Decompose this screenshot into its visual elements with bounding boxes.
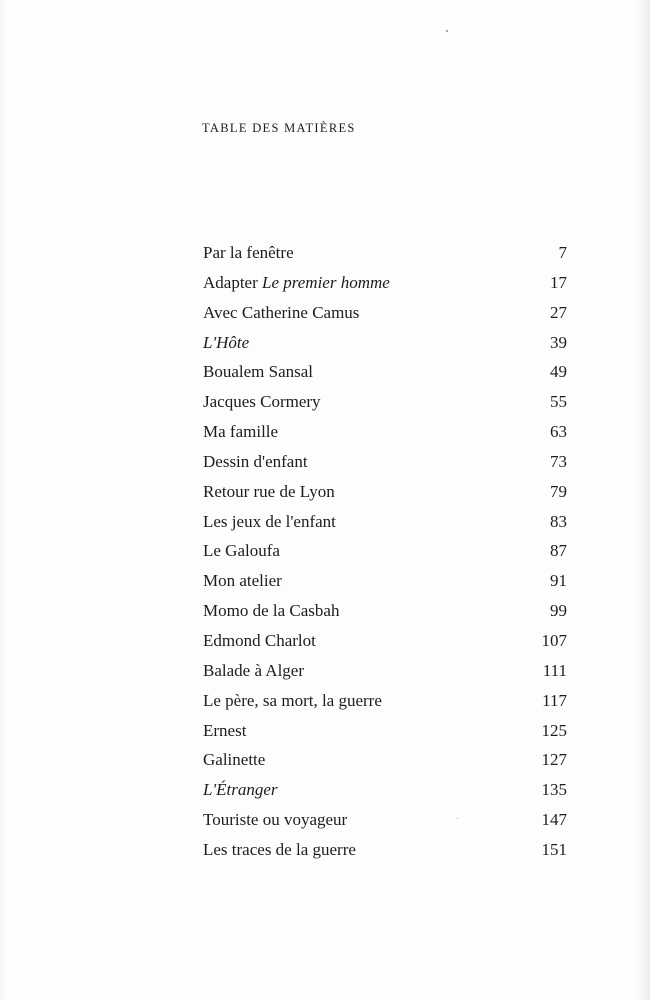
toc-entry [203, 805, 567, 835]
toc-heading: TABLE DES MATIÈRES [202, 121, 356, 135]
toc-title-text: Momo de la Casbah [203, 601, 340, 621]
toc-title-text: Les jeux de l'enfant [203, 511, 336, 531]
toc-entry-title [203, 656, 304, 686]
toc-entry [203, 417, 567, 447]
toc-entry [203, 328, 567, 358]
toc-page-number: 91 [550, 571, 567, 591]
toc-entry-title [203, 268, 390, 298]
toc-entry-title [203, 596, 339, 626]
toc-page-number: 39 [550, 332, 567, 352]
toc-list [203, 238, 567, 865]
toc-page-number: 147 [541, 810, 567, 830]
toc-title-text: Edmond Charlot [203, 630, 316, 650]
toc-page-number: 117 [542, 690, 567, 710]
toc-title-text: Avec Catherine Camus [203, 302, 360, 322]
toc-entry-title [203, 566, 282, 596]
toc-entry [203, 357, 567, 387]
toc-entry-title [203, 536, 280, 566]
toc-page-number: 27 [550, 302, 567, 322]
toc-page-number: 73 [550, 451, 567, 471]
toc-title-italic: L'Étranger [203, 780, 278, 800]
toc-entry [203, 656, 567, 686]
toc-entry [203, 507, 567, 537]
toc-entry [203, 536, 567, 566]
toc-entry-title [203, 775, 277, 805]
toc-entry [203, 775, 567, 805]
toc-entry [203, 477, 567, 507]
toc-entry [203, 596, 567, 626]
toc-entry-title [203, 835, 356, 865]
toc-title-text: Touriste ou voyageur [203, 810, 348, 830]
toc-entry-title [203, 626, 316, 656]
toc-entry-title [203, 447, 308, 477]
toc-title-text: Ernest [203, 720, 247, 740]
toc-title-text: Jacques Cormery [203, 392, 321, 412]
toc-entry [203, 447, 567, 477]
toc-entry [203, 835, 567, 865]
toc-title-text: Ma famille [203, 422, 279, 442]
toc-entry-title [203, 805, 347, 835]
toc-entry [203, 626, 567, 656]
toc-page-number: 135 [541, 780, 567, 800]
toc-entry [203, 686, 567, 716]
toc-page-number: 125 [541, 720, 567, 740]
toc-entry-title [203, 238, 294, 268]
toc-entry-title [203, 507, 336, 537]
toc-entry [203, 238, 567, 268]
toc-page-number: 111 [542, 660, 567, 680]
page-edge-shadow [636, 0, 650, 1000]
toc-page-number: 127 [541, 750, 567, 770]
toc-entry-title [203, 417, 278, 447]
toc-title-text: Les traces de la guerre [203, 839, 356, 859]
toc-page-number: 107 [541, 630, 567, 650]
toc-title-text: Mon atelier [203, 571, 282, 591]
toc-title-text: Le Galoufa [203, 541, 280, 561]
toc-entry-title [203, 716, 246, 746]
toc-page-number: 83 [550, 511, 567, 531]
toc-entry-title [203, 686, 382, 716]
toc-entry [203, 716, 567, 746]
toc-title-text: Balade à Alger [203, 660, 305, 680]
toc-title-text: Galinette [203, 750, 266, 770]
toc-page-number: 63 [550, 422, 567, 442]
toc-entry-title [203, 357, 313, 387]
toc-page-number: 7 [558, 243, 567, 262]
toc-entry [203, 298, 567, 328]
toc-title-text: Par la fenêtre [203, 243, 294, 262]
toc-title-text: Le père, sa mort, la guerre [203, 690, 382, 710]
toc-entry-title [203, 477, 335, 507]
toc-entry-title [203, 387, 321, 417]
toc-page-number: 55 [550, 392, 567, 412]
toc-page-number: 99 [550, 601, 567, 621]
toc-title-italic: Le premier homme [262, 272, 390, 292]
toc-page-number: 49 [550, 362, 567, 382]
toc-title-text: Adapter [203, 272, 263, 292]
toc-entry [203, 387, 567, 417]
toc-entry [203, 268, 567, 298]
toc-title-text: Retour rue de Lyon [203, 481, 335, 501]
toc-title-text: Boualem Sansal [203, 362, 314, 382]
toc-title-text: Dessin d'enfant [203, 451, 308, 471]
toc-entry-title [203, 745, 265, 775]
toc-entry-title [203, 298, 359, 328]
toc-page-number: 151 [541, 839, 567, 859]
toc-entry-title [203, 328, 249, 358]
toc-page-number: 17 [550, 272, 567, 292]
toc-title-italic: L'Hôte [203, 332, 250, 352]
page-fold-shadow [0, 0, 6, 1000]
toc-entry [203, 745, 567, 775]
toc-entry [203, 566, 567, 596]
toc-page-number: 79 [550, 481, 567, 501]
paper-speck [446, 30, 448, 32]
toc-page-number: 87 [550, 541, 567, 561]
